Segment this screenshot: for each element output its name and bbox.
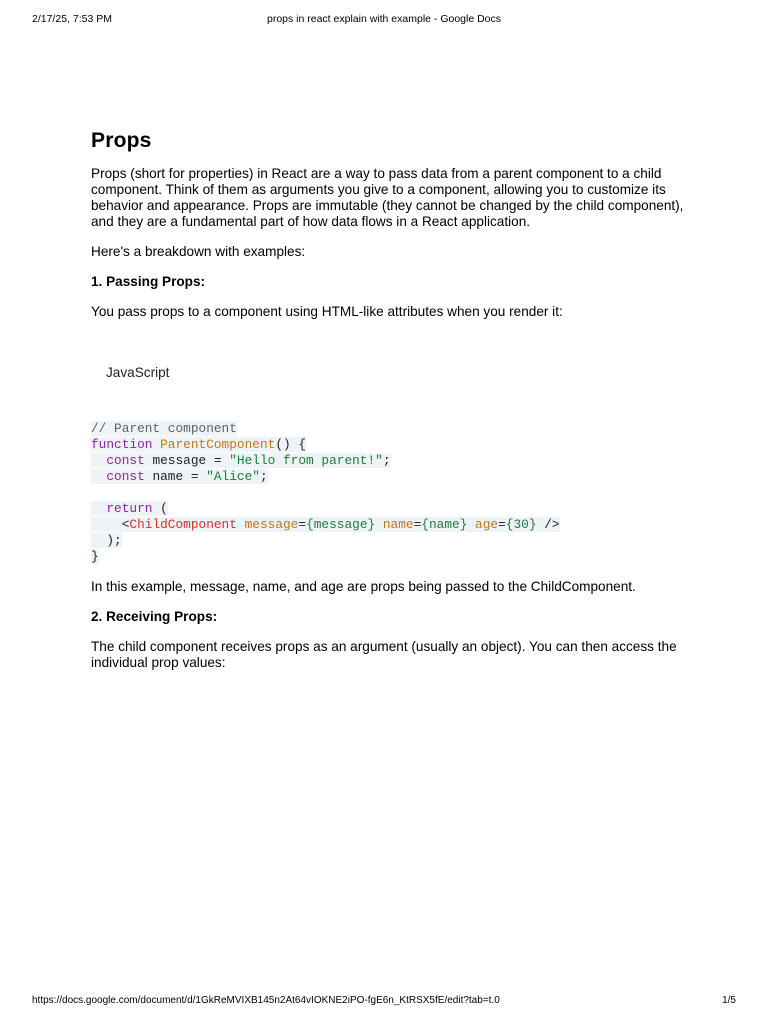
print-header — [32, 13, 736, 27]
passing-props-paragraph: You pass props to a component using HTML-like attributes when you render it: — [91, 304, 563, 319]
code-plain: ( — [152, 501, 168, 516]
section-heading-passing-props: 1. Passing Props: — [91, 274, 206, 289]
code-jsx-value: {message} — [306, 517, 376, 532]
code-string: "Alice" — [206, 469, 260, 484]
page-title: Props — [91, 129, 152, 152]
code-jsx-value: {30} — [505, 517, 537, 532]
code-plain: message = — [144, 453, 230, 468]
code-line — [91, 533, 691, 549]
code-line — [91, 437, 691, 453]
code-plain: ; — [382, 453, 391, 468]
code-line — [91, 469, 691, 485]
code-language-label: JavaScript — [106, 365, 170, 380]
breakdown-paragraph: Here's a breakdown with examples: — [91, 244, 306, 259]
code-line — [91, 517, 691, 533]
code-plain: ; — [259, 469, 268, 484]
after-code-paragraph: In this example, message, name, and age are props being passed to the ChildComponent. — [91, 579, 636, 594]
code-comment: // Parent component — [91, 421, 237, 436]
code-jsx-tag: ChildComponent — [129, 517, 237, 532]
code-keyword: function — [91, 437, 153, 452]
print-footer — [32, 995, 736, 1009]
code-plain: () { — [275, 437, 307, 452]
code-keyword: return — [106, 501, 153, 516]
code-jsx-attribute: age — [475, 517, 499, 532]
code-function-name: ParentComponent — [160, 437, 276, 452]
code-line — [91, 453, 691, 469]
code-jsx-value: {name} — [421, 517, 468, 532]
intro-paragraph: Props (short for properties) in React are a way to pass data from a parent component to a child component. Think of them as arguments you give to a component, allowing you to customize its behavior and appearance. Props are immutable (they cannot be changed by the child component), and they are a fundamental part of how data flows in a React application. — [91, 166, 684, 229]
code-line — [91, 421, 691, 437]
print-doc-title: props in react explain with example - Google Docs — [266, 13, 502, 25]
print-datetime: 2/17/25, 7:53 PM — [32, 13, 112, 25]
code-jsx-attribute: name — [382, 517, 414, 532]
code-plain: < — [121, 517, 130, 532]
code-plain: } — [91, 549, 99, 564]
receiving-props-paragraph: The child component receives props as an argument (usually an object). You can then access the individual prop values: — [91, 639, 677, 670]
code-string: "Hello from parent!" — [229, 453, 383, 468]
code-line — [91, 549, 691, 565]
print-url: https://docs.google.com/document/d/1GkReMVIXB145n2At64vIOKNE2iPO-fgE6n_KtRSX5fE/edit?tab=t.0 — [32, 995, 500, 1006]
code-line-blank — [91, 485, 691, 501]
code-keyword: const — [106, 469, 145, 484]
page-number: 1/5 — [722, 995, 736, 1006]
code-plain: = — [498, 517, 506, 532]
code-jsx-attribute: message — [244, 517, 299, 532]
code-block — [91, 421, 691, 565]
code-plain: = — [298, 517, 307, 532]
code-plain: name = — [144, 469, 207, 484]
code-keyword: const — [106, 453, 145, 468]
code-line — [91, 501, 691, 517]
code-plain: = — [413, 517, 422, 532]
document-body — [91, 126, 691, 671]
code-plain: /> — [544, 517, 560, 532]
section-heading-receiving-props: 2. Receiving Props: — [91, 609, 218, 624]
code-plain: ); — [106, 533, 122, 548]
